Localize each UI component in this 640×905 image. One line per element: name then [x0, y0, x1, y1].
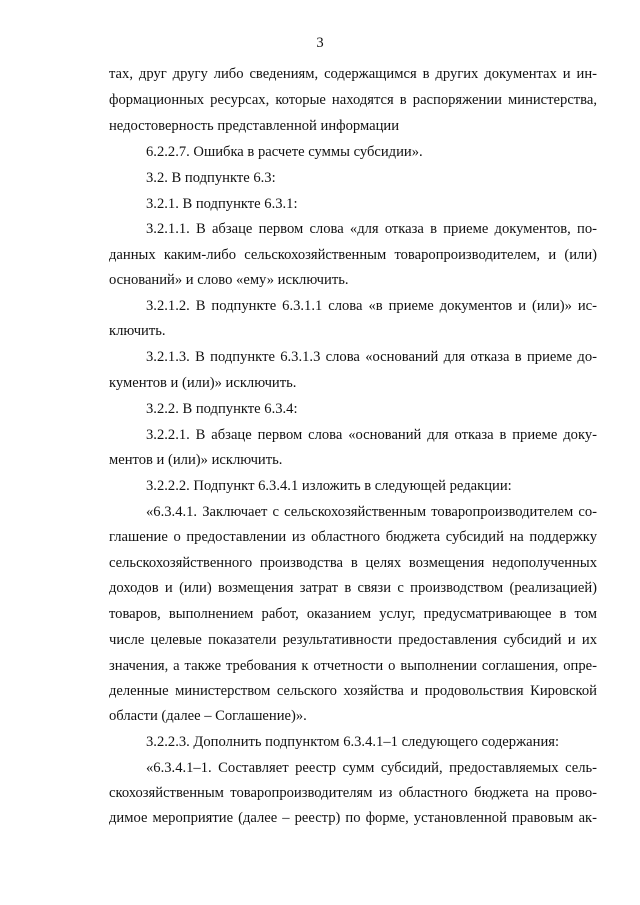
text-line: глашение о предоставлении из областного бюджета субсидий на поддержку — [109, 529, 597, 545]
text-line: «6.3.4.1. Заключает с сельскохозяйственным товаропроизводителем со- — [146, 504, 597, 520]
text-line: оснований» и слово «ему» исключить. — [109, 272, 349, 288]
text-line: 3.2. В подпункте 6.3: — [146, 170, 276, 186]
text-line: области (далее – Соглашение)». — [109, 708, 307, 724]
text-line: 3.2.2.3. Дополнить подпунктом 6.3.4.1–1 следующего содержания: — [146, 734, 560, 750]
text-line: 6.2.2.7. Ошибка в расчете суммы субсидии». — [146, 144, 423, 160]
text-line: димое мероприятие (далее – реестр) по форме, установленной правовым ак- — [109, 810, 597, 826]
text-line: 3.2.1.2. В подпункте 6.3.1.1 слова «в приеме документов и (или)» ис- — [146, 298, 597, 314]
text-line: скохозяйственным товаропроизводителям из областного бюджета на прово- — [109, 785, 597, 801]
text-line: «6.3.4.1–1. Составляет реестр сумм субсидий, предоставляемых сель- — [146, 760, 597, 776]
text-line: ключить. — [109, 323, 166, 339]
text-line: тах, друг другу либо сведениям, содержащимся в других документах и ин- — [109, 66, 597, 82]
text-line: недостоверность представленной информации — [109, 118, 400, 134]
text-line: значения, а также требования к отчетности о выполнении соглашения, опре- — [109, 658, 597, 674]
text-line: 3.2.2.1. В абзаце первом слова «оснований для отказа в приеме доку- — [146, 427, 597, 443]
page-number: 3 — [316, 35, 324, 51]
text-line: 3.2.1.3. В подпункте 6.3.1.3 слова «оснований для отказа в приеме до- — [146, 349, 597, 365]
text-line: числе целевые показатели результативности предоставления субсидий и их — [109, 632, 597, 648]
text-line: товаров, выполнением работ, оказанием услуг, предусматривающее в том — [109, 606, 597, 622]
text-line: 3.2.2.2. Подпункт 6.3.4.1 изложить в следующей редакции: — [146, 478, 512, 494]
text-line: данных каким-либо сельскохозяйственным товаропроизводителем, и (или) — [109, 247, 597, 263]
text-line: 3.2.2. В подпункте 6.3.4: — [146, 401, 298, 417]
text-line: доходов и (или) возмещения затрат в связи с производством (реализацией) — [109, 580, 597, 596]
text-line: сельскохозяйственного производства в целях возмещения недополученных — [109, 555, 597, 571]
text-line: ментов и (или)» исключить. — [109, 452, 283, 468]
text-line: формационных ресурсах, которые находятся в распоряжении министерства, — [109, 92, 597, 108]
text-line: кументов и (или)» исключить. — [109, 375, 297, 391]
text-line: 3.2.1.1. В абзаце первом слова «для отказа в приеме документов, по- — [146, 221, 597, 237]
text-line: деленные министерством сельского хозяйства и продовольствия Кировской — [109, 683, 597, 699]
text-line: 3.2.1. В подпункте 6.3.1: — [146, 196, 298, 212]
